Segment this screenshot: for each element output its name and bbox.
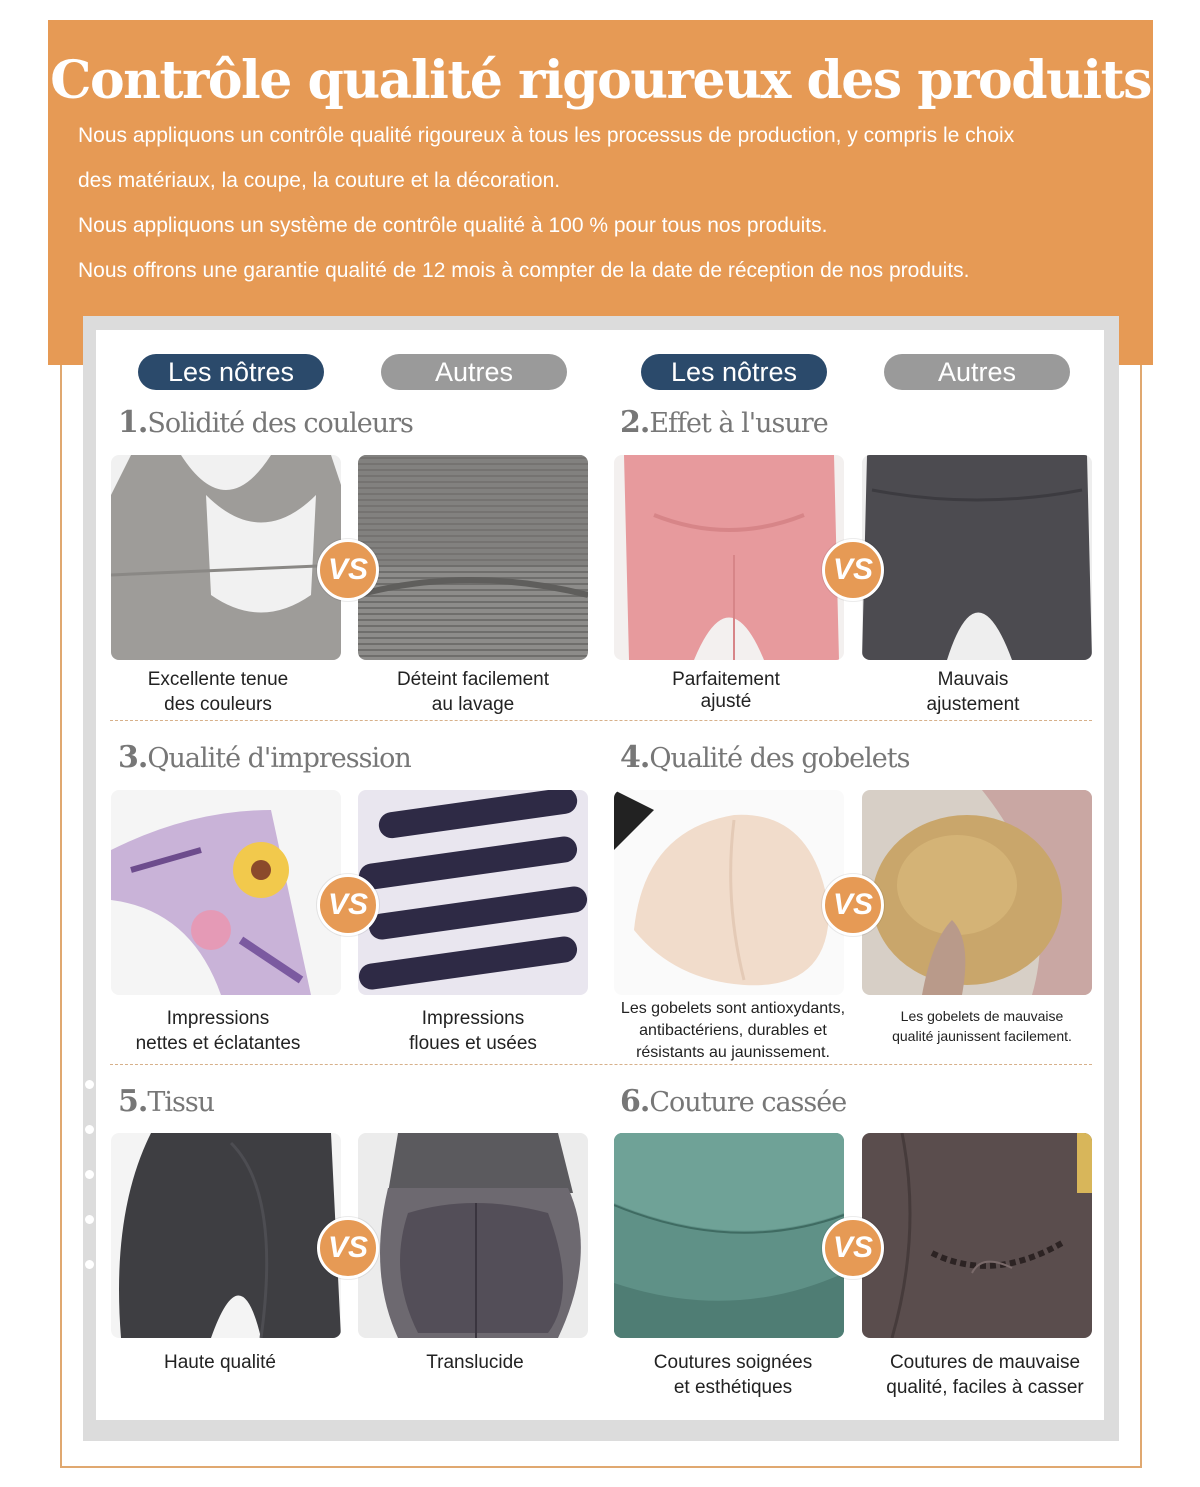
photo-ours-color <box>111 455 341 660</box>
row-divider <box>110 720 1092 721</box>
section-4-title <box>620 740 909 775</box>
caption-others-6 <box>865 1350 1105 1400</box>
caption-line: Impressions <box>421 1008 525 1029</box>
caption-line: qualité jaunissent facilement. <box>892 1028 1072 1044</box>
section-title-text: Qualité d'impression <box>147 743 411 774</box>
caption-line: Excellente tenue <box>147 669 289 690</box>
caption-line: au lavage <box>431 694 515 715</box>
caption-line: Impressions <box>166 1008 270 1029</box>
section-3-title <box>118 740 411 775</box>
intro-line-1: Nous appliquons un contrôle qualité rigoureux à tous les processus de production, y compris le choix <box>78 124 1015 147</box>
caption-ours-4 <box>597 998 869 1064</box>
page-title: Contrôle qualité rigoureux des produits <box>50 50 1151 111</box>
section-title-text: Qualité des gobelets <box>649 743 910 774</box>
binder-dot <box>85 1215 94 1224</box>
section-5-title <box>118 1084 214 1119</box>
photo-ours-seam <box>614 1133 844 1338</box>
photo-others-seam <box>862 1133 1092 1338</box>
label-others-right: Autres <box>884 354 1070 390</box>
header-banner <box>48 20 1153 365</box>
caption-others-2 <box>853 667 1093 717</box>
caption-line: Translucide <box>426 1352 524 1373</box>
section-number: 1. <box>118 405 148 440</box>
caption-line: nettes et éclatantes <box>135 1033 301 1054</box>
section-title-text: Tissu <box>147 1087 215 1118</box>
section-6-title <box>620 1084 846 1119</box>
section-title-text: Couture cassée <box>649 1087 847 1118</box>
caption-line: Haute qualité <box>164 1352 276 1373</box>
vs-badge: VS <box>822 539 884 601</box>
binder-dot <box>85 1080 94 1089</box>
caption-line: ajusté <box>700 691 752 712</box>
caption-ours-5 <box>100 1350 340 1375</box>
vs-badge: VS <box>317 1217 379 1279</box>
caption-line: antibactériens, durables et <box>639 1022 827 1039</box>
vs-badge: VS <box>822 874 884 936</box>
caption-line: floues et usées <box>409 1033 537 1054</box>
section-title-text: Solidité des couleurs <box>147 408 413 439</box>
binder-dot <box>85 1260 94 1269</box>
photo-others-color <box>358 455 588 660</box>
caption-others-4 <box>858 1006 1106 1046</box>
vs-badge: VS <box>822 1217 884 1279</box>
section-title-text: Effet à l'usure <box>649 408 828 439</box>
label-ours-left: Les nôtres <box>138 354 324 390</box>
photo-others-fit <box>862 455 1092 660</box>
photo-others-fabric <box>358 1133 588 1338</box>
photo-ours-cups <box>614 790 844 995</box>
intro-line-3: Nous appliquons un système de contrôle qualité à 100 % pour tous nos produits. <box>78 214 828 237</box>
photo-ours-fabric <box>111 1133 341 1338</box>
caption-ours-3 <box>98 1006 338 1056</box>
section-1-title <box>118 405 413 440</box>
caption-line: Parfaitement <box>672 669 780 690</box>
vs-badge: VS <box>317 539 379 601</box>
binder-dot <box>85 1125 94 1134</box>
photo-others-print <box>358 790 588 995</box>
section-number: 2. <box>620 405 650 440</box>
caption-line: qualité, faciles à casser <box>886 1377 1084 1398</box>
caption-line: ajustement <box>926 694 1020 715</box>
caption-line: Coutures soignées <box>653 1352 813 1373</box>
caption-line: Déteint facilement <box>396 669 550 690</box>
caption-others-3 <box>353 1006 593 1056</box>
row-divider <box>110 1064 1092 1065</box>
caption-line: Les gobelets sont antioxydants, <box>620 1000 846 1017</box>
caption-ours-1 <box>98 667 338 717</box>
caption-others-5 <box>355 1350 595 1375</box>
caption-ours-6 <box>613 1350 853 1400</box>
label-others-left: Autres <box>381 354 567 390</box>
intro-line-4: Nous offrons une garantie qualité de 12 mois à compter de la date de réception de nos produits. <box>78 259 970 282</box>
caption-line: des couleurs <box>164 694 272 715</box>
caption-line: Mauvais <box>937 669 1009 690</box>
binder-dot <box>85 1170 94 1179</box>
vs-badge: VS <box>317 874 379 936</box>
photo-ours-fit <box>614 455 844 660</box>
photo-others-cups <box>862 790 1092 995</box>
photo-ours-print <box>111 790 341 995</box>
intro-line-2: des matériaux, la coupe, la couture et la décoration. <box>78 169 561 192</box>
caption-line: Les gobelets de mauvaise <box>900 1008 1064 1024</box>
caption-line: et esthétiques <box>673 1377 793 1398</box>
caption-ours-2 <box>606 667 846 714</box>
section-number: 3. <box>118 740 148 775</box>
caption-line: résistants au jaunissement. <box>636 1044 830 1061</box>
section-number: 4. <box>620 740 650 775</box>
caption-line: Coutures de mauvaise <box>889 1352 1081 1373</box>
caption-others-1 <box>353 667 593 717</box>
section-number: 5. <box>118 1084 148 1119</box>
label-ours-right: Les nôtres <box>641 354 827 390</box>
section-number: 6. <box>620 1084 650 1119</box>
section-2-title <box>620 405 828 440</box>
